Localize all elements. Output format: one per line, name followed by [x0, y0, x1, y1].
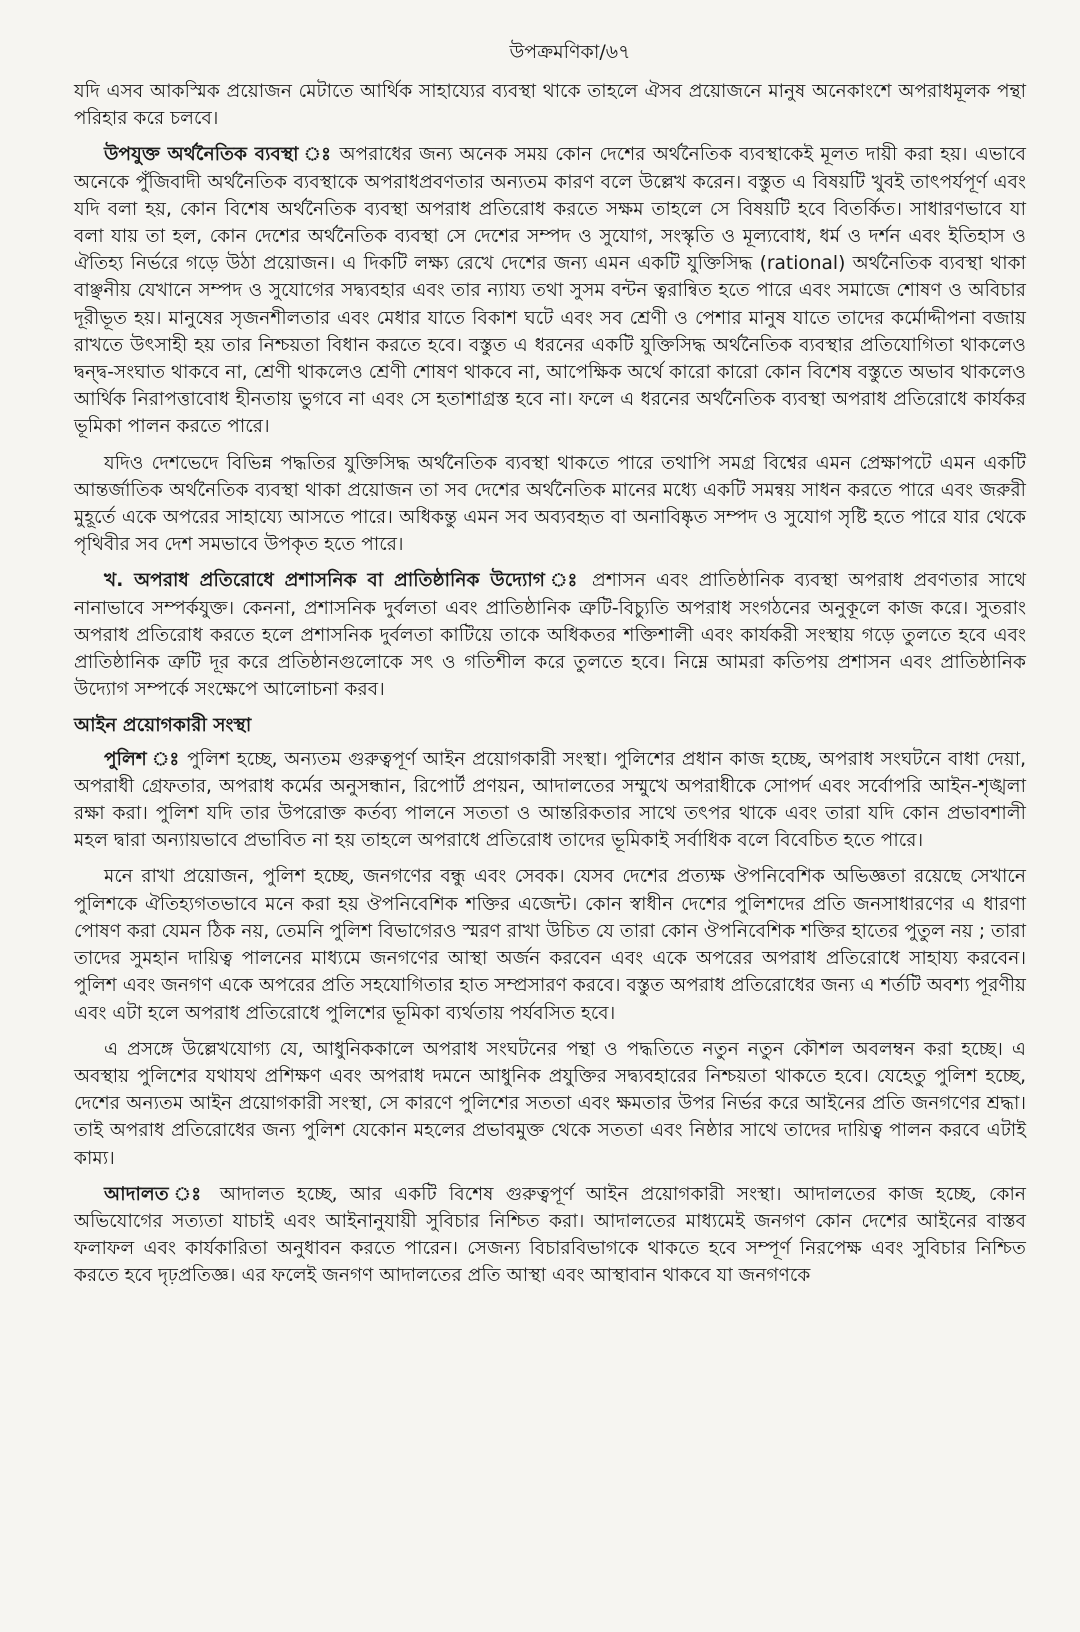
paragraph-text: যদিও দেশভেদে বিভিন্ন পদ্ধতির যুক্তিসিদ্ধ অর্থনৈতিক ব্যবস্থা থাকতে পারে তথাপি সমগ্র বিশ্বের এমন প্রেক্ষাপটে এমন একটি আন্তর্জাতিক অর্থনৈতিক ব্যবস্থা থাকা প্রয়োজন তা সব দেশের অর্থনৈতিক মানের মধ্যে একটি সমন্বয় সাধন করতে পারে এবং জরুরী মুহূর্তে একে অপরের সাহায্যে আসতে পারে। অধিকন্তু এমন সব অব্যবহৃত বা অনাবিষ্কৃত সম্পদ ও সুযোগ সৃষ্টি হতে পারে যার থেকে পৃথিবীর সব দেশ সমভাবে উপকৃত হতে পারে। — [74, 452, 1026, 556]
paragraph-text: প্রশাসন এবং প্রাতিষ্ঠানিক ব্যবস্থা অপরাধ প্রবণতার সাথে নানাভাবে সম্পর্কযুক্ত। কেননা, প্রশাসনিক দুর্বলতা এবং প্রাতিষ্ঠানিক ত্রুটি-বিচ্যুতি অপরাধ সংগঠনের অনুকূলে কাজ করে। সুতরাং অপরাধ প্রতিরোধ করতে হলে প্রশাসনিক দুর্বলতা কাটিয়ে তাকে অধিকতর শক্তিশালী এবং কার্যকরী সংস্থায় গড়ে তুলতে হবে এবং প্রাতিষ্ঠানিক ত্রুটি দূর করে প্রতিষ্ঠানগুলোকে সৎ ও গতিশীল করে তুলতে হবে। নিম্নে আমরা কতিপয় প্রশাসন এবং প্রাতিষ্ঠানিক উদ্যোগ সম্পর্কে সংক্ষেপে আলোচনা করব। — [74, 570, 1026, 701]
paragraph-police-friend — [74, 863, 1026, 1026]
paragraph-text: যদি এসব আকস্মিক প্রয়োজন মেটাতে আর্থিক সাহায্যের ব্যবস্থা থাকে তাহলে ঐসব প্রয়োজনে মানুষ অনেকাংশে অপরাধমূলক পন্থা পরিহার করে চলবে। — [74, 81, 1026, 130]
paragraph-text: পুলিশ হচ্ছে, অন্যতম গুরুত্বপূর্ণ আইন প্রয়োগকারী সংস্থা। পুলিশের প্রধান কাজ হচ্ছে, অপরাধ সংঘটনে বাধা দেয়া, অপরাধী গ্রেফতার, অপরাধ কর্মের অনুসন্ধান, রিপোর্ট প্রণয়ন, আদালতের সম্মুখে অপরাধীকে সোপর্দ এবং সর্বোপরি আইন-শৃঙ্খলা রক্ষা করা। পুলিশ যদি তার উপরোক্ত কর্তব্য পালনে সততা ও আন্তরিকতার সাথে তৎপর থাকে এবং তারা যদি কোন প্রভাবশালী মহল দ্বারা অন্যায়ভাবে প্রভাবিত না হয় তাহলে অপরাধে প্রতিরোধ তাদের ভূমিকাই সর্বাধিক বলে বিবেচিত হতে পারে। — [74, 748, 1027, 852]
paragraph-text: এ প্রসঙ্গে উল্লেখযোগ্য যে, আধুনিককালে অপরাধ সংঘটনের পন্থা ও পদ্ধতিতে নতুন নতুন কৌশল অবলম্বন করা হচ্ছে। এ অবস্থায় পুলিশের যথাযথ প্রশিক্ষণ এবং অপরাধ দমনে আধুনিক প্রযুক্তির সদ্ব্যবহারের নিশ্চয়তা থাকতে হবে। যেহেতু পুলিশ হচ্ছে, দেশের অন্যতম আইন প্রয়োগকারী সংস্থা, সে কারণে পুলিশের সততা এবং ক্ষমতার উপর নির্ভর করে আইনের প্রতি জনগণের শ্রদ্ধা। তাই অপরাধ প্রতিরোধের জন্য পুলিশ যেকোন মহলের প্রভাবমুক্ত থেকে সততা এবং নিষ্ঠার সাথে তাদের দায়িত্ব পালন করবে এটাই কাম্য। — [74, 1038, 1026, 1169]
paragraph-economic-system — [74, 141, 1026, 440]
paragraph-international-economy — [74, 450, 1026, 559]
paragraph-police — [74, 746, 1026, 855]
paragraph-financial-aid — [74, 78, 1026, 132]
paragraph-lead: উপযুক্ত অর্থনৈতিক ব্যবস্থা ঃ — [104, 144, 333, 166]
paragraph-police-modern — [74, 1036, 1026, 1172]
running-head: উপক্রমণিকা/৬৭ — [509, 41, 631, 63]
paragraph-administrative-initiative — [74, 567, 1026, 703]
paragraph-lead: আদালত ঃ — [104, 1183, 208, 1205]
paragraph-lead: খ. অপরাধ প্রতিরোধে প্রশাসনিক বা প্রাতিষ্ঠানিক উদ্যোগ ঃ — [104, 570, 582, 592]
paragraph-text: মনে রাখা প্রয়োজন, পুলিশ হচ্ছে, জনগণের বন্ধু এবং সেবক। যেসব দেশের প্রত্যক্ষ ঔপনিবেশিক অভিজ্ঞতা রয়েছে সেখানে পুলিশকে ঐতিহ্যগতভাবে মনে করা হয় ঔপনিবেশিক শক্তির এজেন্ট। কোন স্বাধীন দেশের পুলিশদের প্রতি জনসাধারণের এ ধারণা পোষণ করা যেমন ঠিক নয়, তেমনি পুলিশ বিভাগেরও স্মরণ রাখা উচিত যে তারা কোন ঔপনিবেশিক শক্তির হাতের পুতুল নয় ; তারা তাদের সুমহান দায়িত্ব পালনের মাধ্যমে জনগণের আস্থা অর্জন করবেন এবং একে অপরের অপরাধ প্রতিরোধে সাহায্য করবেন। পুলিশ এবং জনগণ একে অপরের প্রতি সহযোগিতার হাত সম্প্রসারণ করবে। বস্তুত অপরাধ প্রতিরোধের জন্য এ শর্তটি অবশ্য পূরণীয় এবং এটা হলে অপরাধ প্রতিরোধে পুলিশের ভূমিকা ব্যর্থতায় পর্যবসিত হবে। — [74, 866, 1026, 1024]
paragraph-text: অপরাধের জন্য অনেক সময় কোন দেশের অর্থনৈতিক ব্যবস্থাকেই মূলত দায়ী করা হয়। এভাবে অনেকে পুঁজিবাদী অর্থনৈতিক ব্যবস্থাকে অপরাধপ্রবণতার অন্যতম কারণ বলে উল্লেখ করেন। বস্তুত এ বিষয়টি খুবই তাৎপর্যপূর্ণ এবং যদি বলা হয়, কোন বিশেষ অর্থনৈতিক ব্যবস্থা অপরাধ প্রতিরোধ করতে সক্ষম তাহলে সে বিষয়টি হবে বিতর্কিত। সাধারণভাবে যা বলা যায় তা হল, কোন দেশের অর্থনৈতিক ব্যবস্থা সে দেশের সম্পদ ও সুযোগ, সংস্কৃতি ও মূল্যবোধ, ধর্ম ও দর্শন এবং ইতিহাস ও ঐতিহ্য নির্ভরে গড়ে উঠা প্রয়োজন। এ দিকটি লক্ষ্য রেখে দেশের জন্য এমন একটি যুক্তিসিদ্ধ (rational) অর্থনৈতিক ব্যবস্থা থাকা বাঞ্ছনীয় যেখানে সম্পদ ও সুযোগের সদ্ব্যবহার এবং তার ন্যায্য তথা সুসম বন্টন ত্বরান্বিত হতে পারে এবং সমাজে শোষণ ও অবিচার দূরীভূত হয়। মানুষের সৃজনশীলতার এবং মেধার যাতে বিকাশ ঘটে এবং সব শ্রেণী ও পেশার মানুষ যাতে তাদের কর্মোদ্দীপনা বজায় রাখতে উৎসাহী হয় তার নিশ্চয়তা বিধান করতে হবে। বস্তুত এ ধরনের একটি যুক্তিসিদ্ধ অর্থনৈতিক ব্যবস্থার প্রতিযোগিতা থাকলেও দ্বন্দ্ব-সংঘাত থাকবে না, শ্রেণী থাকলেও শ্রেণী শোষণ থাকবে না, আপেক্ষিক অর্থে কারো কারো কোন বিশেষ বস্তুতে অভাব থাকলেও আর্থিক নিরাপত্তাবোধ হীনতায় ভুগবে না এবং সে হতাশাগ্রস্ত হবে না। ফলে এ ধরনের অর্থনৈতিক ব্যবস্থা অপরাধ প্রতিরোধে কার্যকর ভূমিকা পালন করতে পারে। — [74, 144, 1026, 438]
section-heading: আইন প্রয়োগকারী সংস্থা — [74, 715, 252, 737]
paragraph-text: আদালত হচ্ছে, আর একটি বিশেষ গুরুত্বপূর্ণ আইন প্রয়োগকারী সংস্থা। আদালতের কাজ হচ্ছে, কোন অভিযোগের সত্যতা যাচাই এবং আইনানুযায়ী সুবিচার নিশ্চিত করা। আদালতের মাধ্যমেই জনগণ কোন দেশের আইনের বাস্তব ফলাফল এবং কার্যকারিতা অনুধাবন করতে পারেন। সেজন্য বিচারবিভাগকে থাকতে হবে সম্পূর্ণ নিরপেক্ষ এবং সুবিচার নিশ্চিত করতে হবে দৃঢ়প্রতিজ্ঞ। এর ফলেই জনগণ আদালতের প্রতি আস্থা এবং আস্থাবান থাকবে যা জনগণকে — [74, 1183, 1026, 1287]
paragraph-court — [74, 1181, 1026, 1290]
paragraph-lead: পুলিশ ঃ — [104, 748, 181, 770]
body-text — [74, 78, 1026, 1290]
